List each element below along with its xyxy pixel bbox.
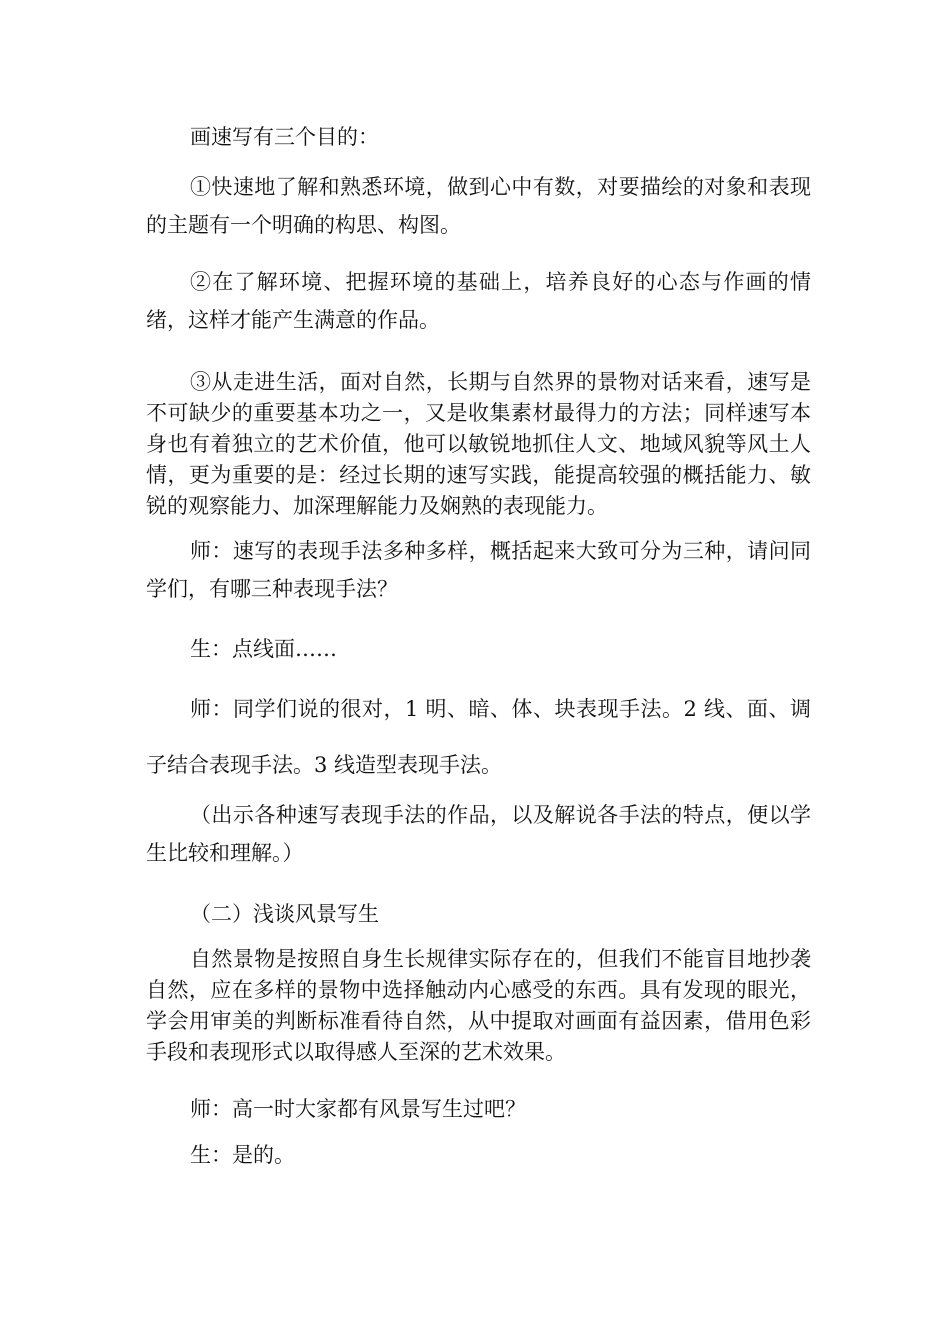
- paragraph-teacher-explanation: 师：同学们说的很对，1 明、暗、体、块表现手法。2 线、面、调子结合表现手法。3 线造型表现手法。: [146, 697, 811, 777]
- section-heading-landscape: （二）浅谈风景写生: [190, 902, 379, 926]
- paragraph-landscape-description: 自然景物是按照自身生长规律实际存在的，但我们不能盲目地抄袭自然，应在多样的景物中选择触动内心感受的东西。具有发现的眼光，学会用审美的判断标准看待自然，从中提取对画面有益因素，借用色彩手段和表现形式以取得感人至深的艺术效果。: [146, 947, 811, 1064]
- paragraph-student-answer: 生：点线面……: [190, 637, 337, 661]
- paragraph-purpose-3: ③从走进生活，面对自然，长期与自然界的景物对话来看，速写是不可缺少的重要基本功之一，又是收集素材最得力的方法；同样速写本身也有着独立的艺术价值，他可以敏锐地抓住人文、地域风貌等风土人情，更为重要的是：经过长期的速写实践，能提高较强的概括能力、敏锐的观察能力、加深理解能力及娴熟的表现能力。: [146, 370, 811, 518]
- paragraph-purpose-2: ②在了解环境、把握环境的基础上，培养良好的心态与作画的情绪，这样才能产生满意的作品。: [146, 270, 811, 332]
- paragraph-show-works: （出示各种速写表现手法的作品，以及解说各手法的特点，便以学生比较和理解。）: [146, 803, 811, 865]
- paragraph-teacher-question: 师：速写的表现手法多种多样，概括起来大致可分为三种，请问同学们，有哪三种表现手法？: [146, 539, 811, 601]
- paragraph-teacher-question-2: 师：高一时大家都有风景写生过吧？: [190, 1097, 526, 1121]
- paragraph-student-answer-2: 生：是的。: [190, 1143, 295, 1167]
- paragraph-purpose-1: ①快速地了解和熟悉环境，做到心中有数，对要描绘的对象和表现的主题有一个明确的构思、构图。: [146, 175, 811, 237]
- paragraph-purposes-intro: 画速写有三个目的：: [190, 125, 379, 149]
